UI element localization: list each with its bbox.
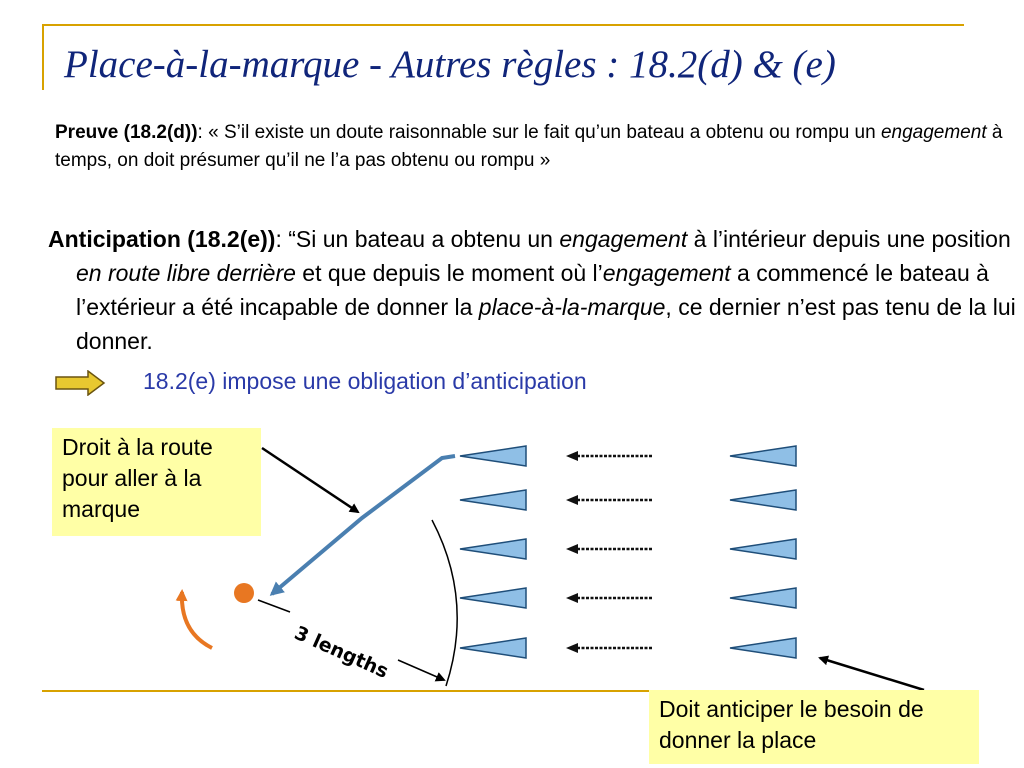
title-separator: - [359,43,392,86]
mark-buoy [234,583,254,603]
preuve-text: : « S’il existe un doute raisonnable sur le fait qu’un bateau a obtenu ou rompu un [197,122,881,143]
inside-boat [460,588,526,608]
anticipate-label: Doit anticiper le besoin de donner la place [649,690,979,764]
anticipation-text: a commencé le bateau à l’extérieur a été incapable de donner la [76,260,989,320]
pointer-left [262,448,358,512]
movement-arrow-head [566,643,578,653]
boats-group [460,446,796,658]
anticipation-text: et que depuis le moment où l’ [295,260,603,286]
right-of-way-label: Droit à la route pour aller à la marque [52,428,261,536]
movement-arrow-head [566,495,578,505]
movement-arrow-head [566,451,578,461]
outside-boat [730,638,796,658]
movement-arrow-head [566,544,578,554]
anticipation-text: : “Si un bateau a obtenu un [275,226,560,252]
preuve-text-end: à temps, on doit présumer qu’il ne l’a pas obtenu ou rompu » [55,122,1003,171]
rounding-arrow [182,592,212,648]
title-part1: Place-à-la-marque [64,43,360,86]
pointer-right [820,658,924,690]
anticipation-text: à l’intérieur depuis une position [687,226,1011,252]
preuve-label: Preuve (18.2(d)) [55,122,198,143]
inside-boat [460,446,526,466]
outside-boat [730,490,796,510]
outside-boat [730,539,796,559]
anticipation-emphasis: engagement [602,260,731,286]
distance-line-start [258,600,290,612]
anticipation-label: Anticipation (18.2(e)) [48,226,276,252]
zone-circle-arc [432,520,457,686]
inside-boat [460,490,526,510]
anticipation-emphasis: place-à-la-marque [478,294,666,320]
distance-line-end [398,660,444,680]
distance-label: 3 lengths [291,622,392,683]
anticipation-emphasis: engagement [559,226,688,252]
inside-boat-track [272,456,455,594]
anticipation-emphasis: en route libre derrière [76,260,296,286]
outside-boat [730,446,796,466]
anticipation-note: 18.2(e) impose une obligation d’anticipation [143,368,587,394]
movement-arrow-head [566,593,578,603]
anticipation-text-end: , ce dernier n’est pas tenu de la lui donner. [76,294,1016,354]
inside-boat [460,539,526,559]
inside-boat [460,638,526,658]
outside-boat [730,588,796,608]
preuve-emphasis: engagement [880,122,987,143]
title-part2: Autres règles : 18.2(d) & (e) [391,43,836,86]
